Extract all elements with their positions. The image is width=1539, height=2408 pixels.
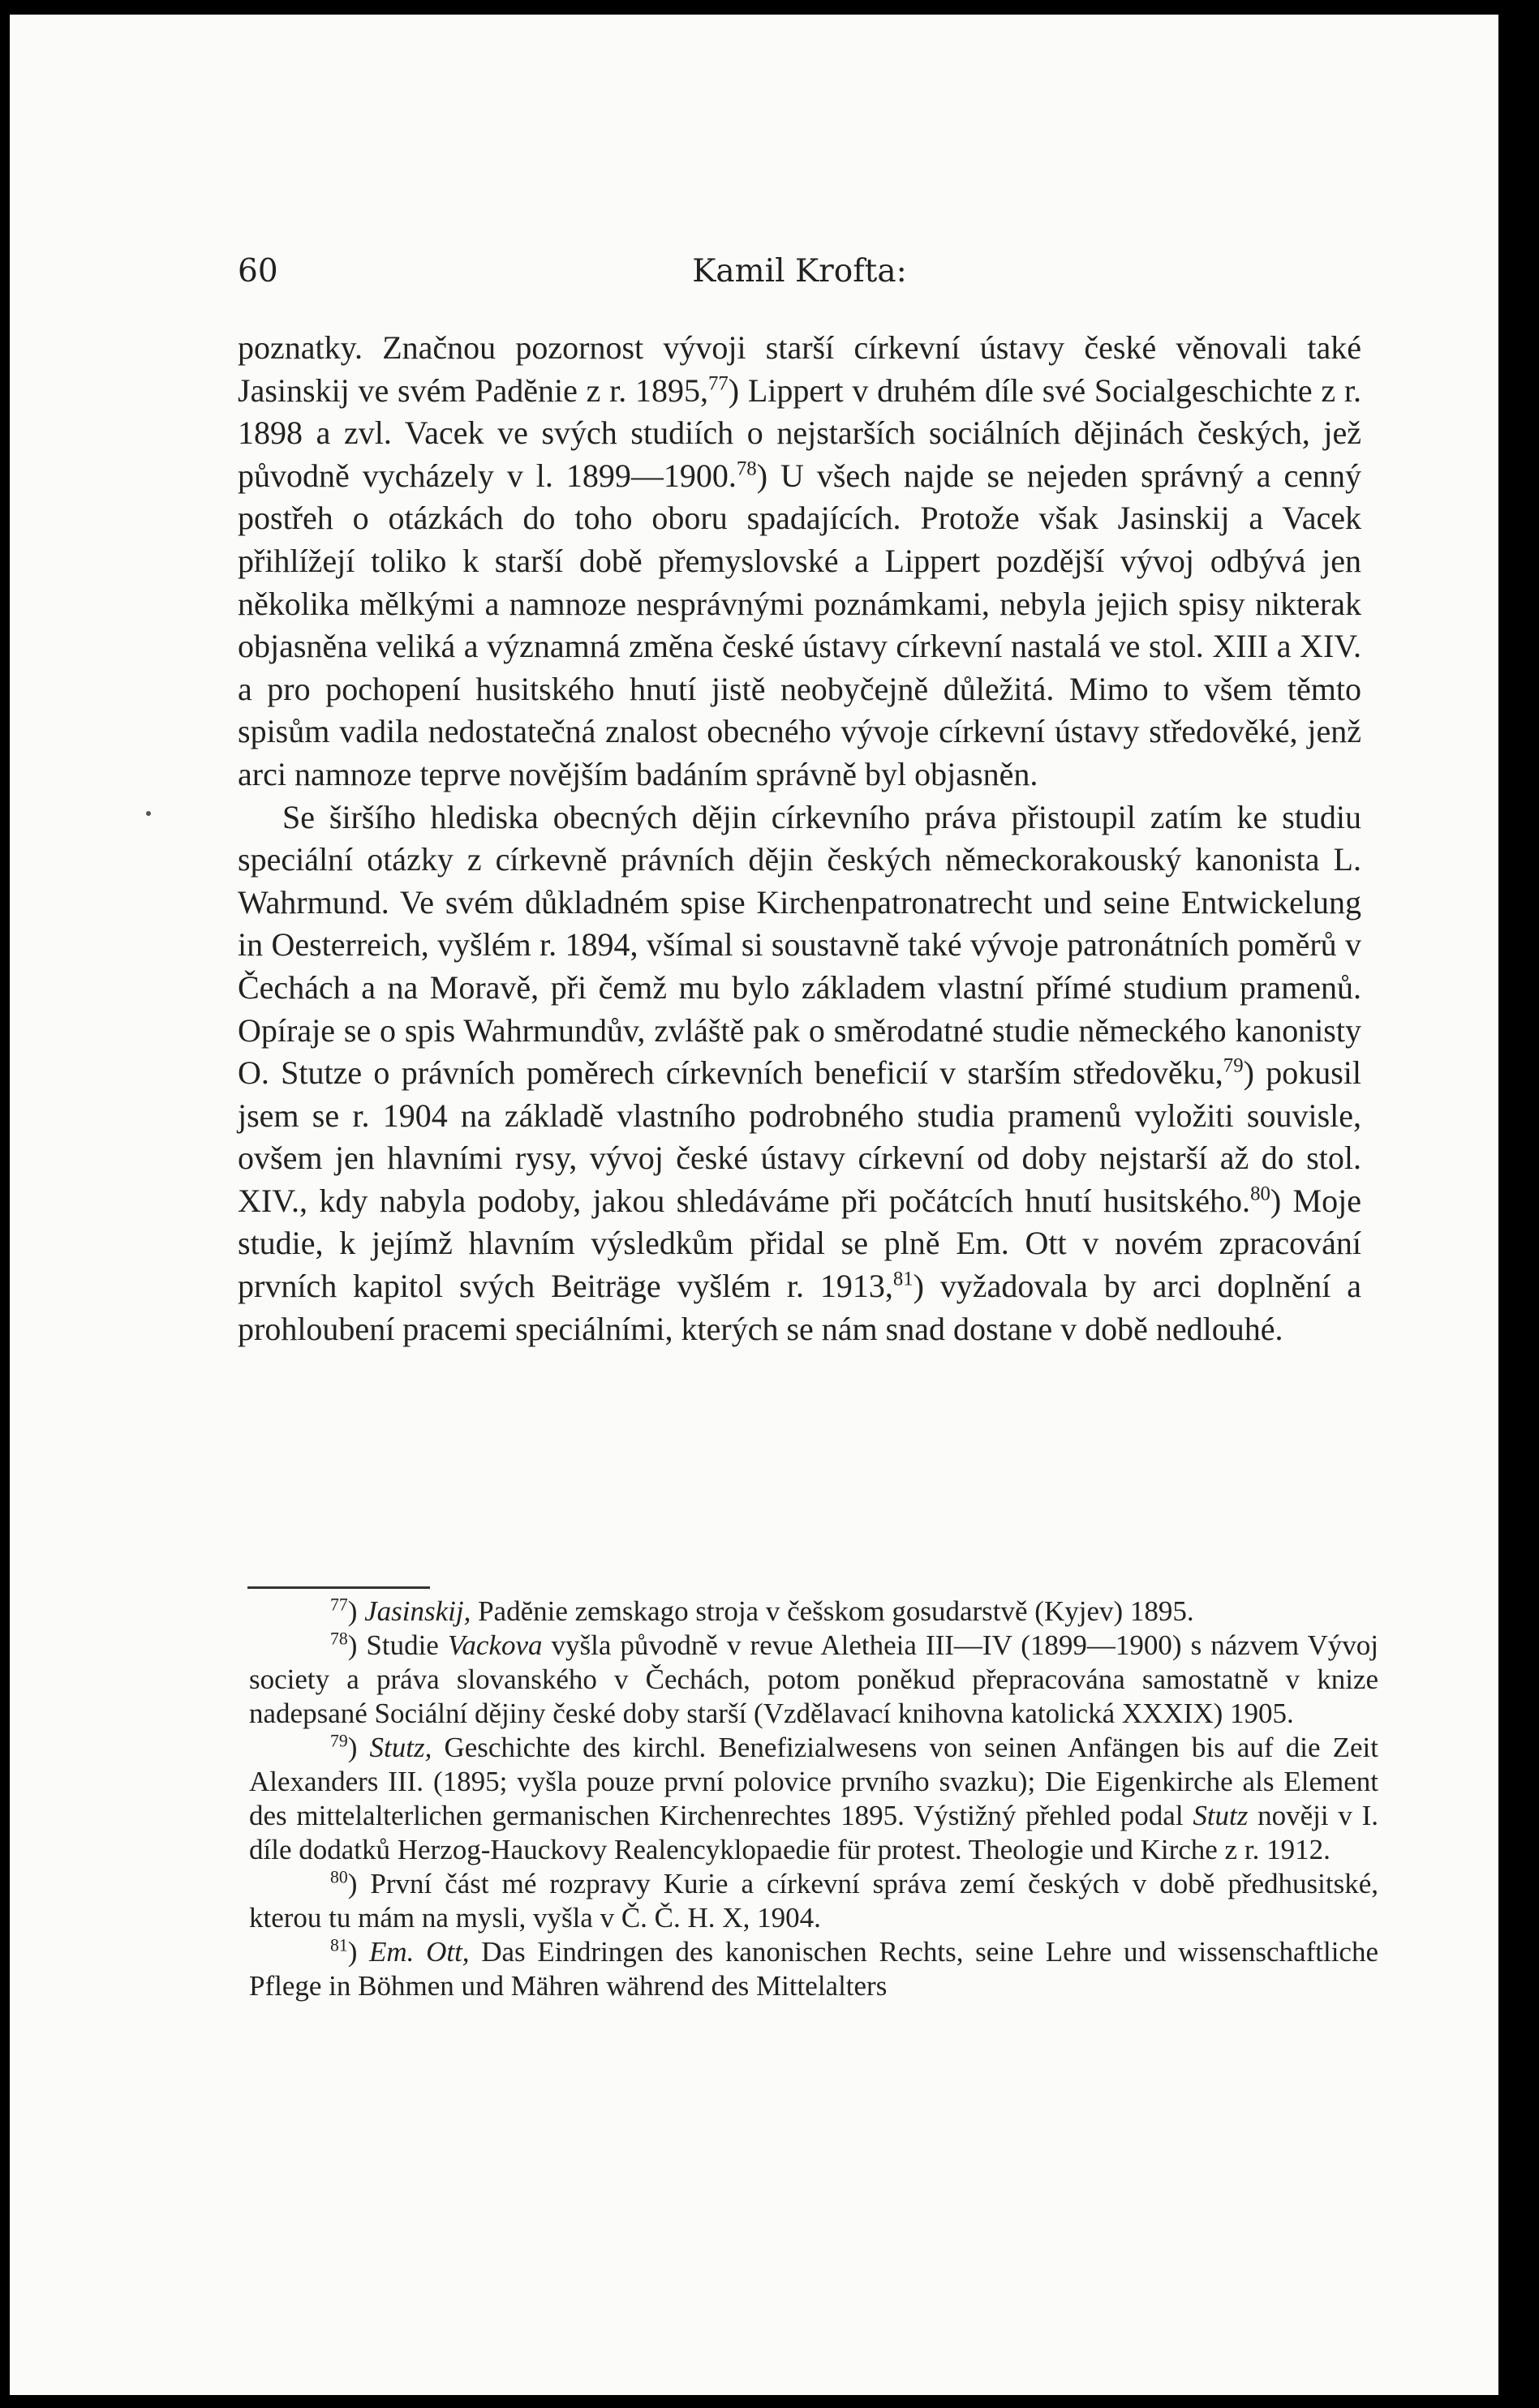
p1-text-c: ) U všech najde se nejeden správný a cenný postřeh o otázkách do toho oboru spadajících. Protože však Jasinskij a Vacek přihlížejí toliko k starší době přemyslovské a Lippert pozdější vývoj odbývá jen několika mělkými a namnoze nesprávnými poznámkami, nebyla jejich spisy nikterak objasněna veliká a významná změna české ústavy církevní nastalá ve stol. XIII a XIV. a pro pochopení husitského hnutí jistě neobyčejně důležitá. Mimo to všem těmto spisům vadila nedostatečná znalost obecného vývoje církevní ústavy středověké, jenž arci namnoze teprve novějším badáním správně byl objasněn. (238, 457, 1362, 792)
footnote-79-text-a: Geschichte des kirchl. Benefizialwesens von seinen Anfängen bis auf die Zeit Alexanders III. (1895; vyšla pouze první polovice prvního svazku); Die Eigenkirche als Element des mittelalterlichen germanischen Kirchenrechtes 1895. Výstižný přehled podal (249, 1732, 1378, 1831)
main-text (238, 327, 1361, 1350)
running-title: Kamil Krofta: (692, 253, 907, 290)
footnote-separator (247, 1586, 430, 1589)
footnote-77-text: Padĕnie zemskago stroja v češskom gosudarstvě (Kyjev) 1895. (471, 1595, 1194, 1627)
footnote-80: $^{80}$) První část mé rozpravy Kurie a církevní správa zemí českých v době předhusitské, kterou tu mám na mysli, vyšla v Č. Č. H. X, 1904. (249, 1867, 1378, 1934)
paragraph-2 (238, 796, 1361, 1351)
footnotes (249, 1595, 1378, 2003)
footnote-ref-77: 77 (707, 372, 729, 395)
footnote-81-author: Em. Ott, (369, 1936, 470, 1968)
footnote-ref-81: 81 (892, 1268, 914, 1290)
footnote-77-author: Jasinskij, (364, 1595, 471, 1627)
p1-text-b: ) Lippert v druhém díle své Socialgeschichte z r. 1898 a zvl. Vacek ve svých studiích o nejstarších sociálních dějinách českých, jež původně vycházely v l. 1899—1900. (238, 371, 1361, 494)
footnote-80-mark: 80 (330, 1867, 348, 1887)
footnote-80-text: První část mé rozpravy Kurie a církevní správa zemí českých v době předhusitské, kterou tu mám na mysli, vyšla v Č. Č. H. X, 1904. (249, 1868, 1378, 1934)
footnote-79-text-b: nověji v I. díle dodatků Herzog-Hauckovy Realencyklopaedie für protest. Theologie und Kirche z r. 1912. (249, 1800, 1378, 1865)
page-number: 60 (238, 253, 278, 290)
footnote-78-author: Vackova (447, 1629, 543, 1661)
footnote-81-text: Das Eindringen des kanonischen Rechts, seine Lehre und wissenschaftliche Pflege in Böhmen und Mähren während des Mittelalters (249, 1936, 1378, 2002)
footnote-ref-80: 80 (1250, 1183, 1270, 1205)
footnote-81-mark: 81 (330, 1935, 348, 1955)
paragraph-1 (238, 327, 1361, 796)
p2-text-a: Se širšího hlediska obecných dějin církevního práva přistoupil zatím ke studiu speciální otázky z církevně právních dějin českých německorakouský kanonista L. Wahrmund. Ve svém důkladném spise Kirchenpatronatrecht und seine Entwickelung in Oesterreich, vyšlém r. 1894, všímal si soustavně také vývoje patronátních poměrů v Čechách a na Moravě, při čemž mu bylo základem vlastní přímé studium pramenů. Opíraje se o spis Wahrmundův, zvláště pak o směrodatné studie německého kanonisty O. Stutze o právních poměrech církevních beneficií v starším středověku, (238, 798, 1361, 1092)
footnote-79-mark: 79 (330, 1731, 348, 1751)
footnote-78-pre: Studie (357, 1629, 448, 1661)
footnote-78: $^{78}$) Studie Vackova vyšla původně v revue Aletheia III—IV (1899—1900) s názvem Vývoj society a práva slovanského v Čechách, potom poněkud přepracována samostatně v knize nadepsané Sociální dějiny české doby starší (Vzdělavací knihovna katolická XXXIX) 1905. (249, 1629, 1379, 1729)
footnote-77: $^{77}$) Jasinskij, Padĕnie zemskago stroja v češskom gosudarstvě (Kyjev) 1895. (330, 1595, 1194, 1627)
margin-speck (146, 811, 151, 816)
footnote-ref-79: 79 (1223, 1054, 1244, 1077)
p1-text-a: poznatky. Značnou pozornost vývoji starší církevní ústavy české věnovali také Jasinskij ve svém Padĕnie z r. 1895, (238, 329, 1361, 409)
footnote-79-author-2: Stutz (1193, 1800, 1249, 1831)
running-head (238, 253, 1361, 294)
footnote-81: $^{81}$) Em. Ott, Das Eindringen des kanonischen Rechts, seine Lehre und wissenschaftliche Pflege in Böhmen und Mähren während des Mittelalters (249, 1935, 1378, 2002)
footnote-78-text: vyšla původně v revue Aletheia III—IV (1899—1900) s názvem Vývoj society a práva slovanského v Čechách, potom poněkud přepracována samostatně v knize nadepsané Sociální dějiny české doby starší (Vzdělavací knihovna katolická XXXIX) 1905. (249, 1629, 1379, 1729)
footnote-77-mark: 77 (330, 1595, 348, 1615)
footnote-79: $^{79}$) Stutz, Geschichte des kirchl. Benefizialwesens von seinen Anfängen bis auf die Zeit Alexanders III. (1895; vyšla pouze první polovice prvního svazku); Die Eigenkirche als Element des mittelalterlichen germanischen Kirchenrechtes 1895. Výstižný přehled podal Stutz nověji v I. díle dodatků Herzog-Hauckovy Realencyklopaedie für protest. Theologie und Kirche z r. 1912. (249, 1731, 1378, 1865)
footnote-79-author: Stutz, (369, 1732, 432, 1763)
p2-text-b: ) pokusil jsem se r. 1904 na základě vlastního podrobného studia pramenů vyložiti souvisle, ovšem jen hlavními rysy, vývoj české ústavy církevní od doby nejstarší až do stol. XIV., kdy nabyla podoby, jakou shledáváme při počátcích hnutí husitského. (238, 1054, 1361, 1219)
p2-text-d: ) vyžadovala by arci doplnění a prohloubení pracemi speciálními, kterých se nám snad dostane v době nedlouhé. (238, 1268, 1362, 1347)
footnote-78-mark: 78 (330, 1629, 348, 1649)
p2-text-c: ) Moje studie, k jejímž hlavním výsledkům přidal se plně Em. Ott v novém zpracování prvních kapitol svých Beiträge vyšlém r. 1913, (238, 1182, 1361, 1305)
footnote-ref-78: 78 (736, 457, 757, 480)
